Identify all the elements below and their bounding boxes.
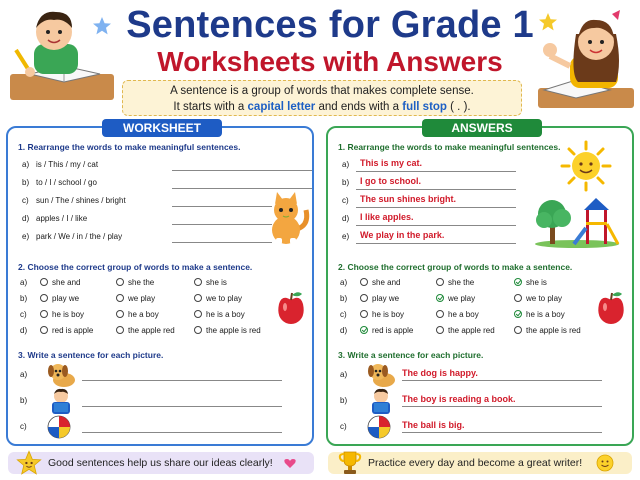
worksheet-badge: WORKSHEET: [102, 119, 222, 137]
park-icon: [534, 188, 620, 248]
intro-line-1: A sentence is a group of words that makes complete sense.: [170, 85, 474, 97]
jumbled-words: apples / I / like: [36, 214, 88, 223]
worksheet-panel: [6, 121, 314, 446]
beach-ball-icon: [366, 414, 392, 440]
answer-line[interactable]: [172, 188, 312, 189]
beach-ball-icon: [46, 414, 72, 440]
question-label: b): [340, 294, 348, 303]
page-title: Sentences for Grade 1: [126, 4, 534, 46]
answer-line[interactable]: [172, 224, 272, 225]
choice-option[interactable]: [116, 278, 154, 287]
cat-icon: [266, 190, 312, 246]
reading-boy-icon: [46, 388, 76, 416]
answer-line[interactable]: [82, 380, 282, 381]
radio-circle: [360, 310, 368, 318]
answer-text: We play in the park.: [360, 230, 445, 240]
check-circle-icon: [514, 310, 522, 318]
picture-row: [20, 388, 310, 414]
jumbled-words: is / This / my / cat: [36, 160, 99, 169]
answer-line: [356, 207, 516, 208]
header: [0, 0, 640, 122]
section-2-heading: 2. Choose the correct group of words to make a sentence.: [18, 262, 253, 272]
capital-letter-highlight: capital letter: [247, 101, 316, 113]
choice-row: [340, 294, 620, 308]
question-label: d): [340, 326, 348, 335]
picture-row: [340, 414, 630, 440]
answer-text: I like apples.: [360, 212, 414, 222]
answer-line[interactable]: [172, 242, 272, 243]
smiley-icon: [596, 454, 614, 472]
option-label: the apple is red: [526, 326, 581, 335]
answer-text: The ball is big.: [402, 420, 465, 430]
dog-icon: [46, 362, 80, 388]
choice-option[interactable]: [40, 294, 79, 303]
check-circle-icon: [436, 294, 444, 302]
choice-option[interactable]: [116, 310, 159, 319]
option-label: he a boy: [448, 310, 479, 319]
answer-line: [402, 432, 602, 433]
radio-circle: [360, 294, 368, 302]
radio-circle[interactable]: [40, 294, 48, 302]
choice-option: [360, 310, 404, 319]
option-label: she and: [372, 278, 401, 287]
question-label: a): [340, 278, 348, 287]
jumbled-words: sun / The / shines / bright: [36, 196, 126, 205]
choice-option: [514, 278, 547, 287]
section-2-heading: 2. Choose the correct group of words to make a sentence.: [338, 262, 573, 272]
radio-circle: [360, 278, 368, 286]
answer-line[interactable]: [172, 170, 312, 171]
radio-circle[interactable]: [194, 310, 202, 318]
choice-row: [340, 310, 620, 324]
choice-row: [340, 278, 620, 292]
jumbled-words: park / We / in / the / play: [36, 232, 123, 241]
check-circle-icon: [360, 326, 368, 334]
radio-circle[interactable]: [116, 326, 124, 334]
choice-option: [436, 294, 475, 303]
choice-row: [20, 310, 300, 324]
picture-row: [20, 362, 310, 388]
choice-option[interactable]: [194, 326, 261, 335]
question-label: e): [22, 232, 30, 241]
choice-option[interactable]: [194, 294, 242, 303]
answer-line[interactable]: [172, 206, 272, 207]
radio-circle: [436, 278, 444, 286]
radio-circle[interactable]: [40, 326, 48, 334]
question-label: d): [342, 214, 350, 223]
option-label: the apple red: [448, 326, 495, 335]
answer-text: This is my cat.: [360, 158, 423, 168]
radio-circle[interactable]: [40, 310, 48, 318]
choice-option[interactable]: [194, 310, 245, 319]
choice-option: [514, 326, 581, 335]
check-circle-icon: [514, 278, 522, 286]
picture-row: [340, 362, 630, 388]
option-label: he is boy: [52, 310, 85, 319]
intro-box: [122, 80, 522, 116]
footer-right: [328, 452, 632, 474]
footer-left-text: Good sentences help us share our ideas clearly!: [48, 457, 273, 469]
radio-circle[interactable]: [194, 278, 202, 286]
question-row: [22, 160, 312, 174]
question-label: c): [342, 196, 349, 205]
radio-circle: [514, 326, 522, 334]
star-icon: [92, 16, 112, 36]
option-label: red is apple: [52, 326, 94, 335]
sun-icon: [560, 140, 612, 192]
option-label: the apple red: [128, 326, 175, 335]
trophy-icon: [338, 450, 362, 476]
option-label: play we: [372, 294, 400, 303]
reading-boy-icon: [366, 388, 396, 416]
choice-option: [360, 294, 399, 303]
radio-circle[interactable]: [40, 278, 48, 286]
radio-circle[interactable]: [116, 294, 124, 302]
full-stop-highlight: full stop: [402, 101, 447, 113]
choice-row: [20, 278, 300, 292]
radio-circle[interactable]: [194, 294, 202, 302]
section-3-heading: 3. Write a sentence for each picture.: [338, 350, 484, 360]
answer-line: [356, 225, 516, 226]
question-label: b): [20, 396, 28, 405]
picture-row: [20, 414, 310, 440]
page-subtitle: Worksheets with Answers: [157, 46, 503, 77]
answer-line: [402, 380, 602, 381]
dog-icon: [366, 362, 400, 388]
question-label: c): [340, 310, 347, 319]
apple-icon: [596, 290, 626, 326]
choice-option[interactable]: [116, 326, 175, 335]
answer-line: [356, 243, 516, 244]
option-label: play we: [52, 294, 80, 303]
option-label: he a boy: [128, 310, 159, 319]
option-label: we to play: [526, 294, 563, 303]
choice-row: [20, 326, 300, 340]
question-label: a): [20, 370, 28, 379]
choice-option[interactable]: [194, 278, 227, 287]
question-label: a): [22, 160, 30, 169]
option-label: we play: [448, 294, 476, 303]
answer-line[interactable]: [82, 432, 282, 433]
answer-text: The boy is reading a book.: [402, 394, 516, 404]
question-label: c): [20, 422, 27, 431]
question-label: a): [340, 370, 348, 379]
answer-text: The dog is happy.: [402, 368, 478, 378]
option-label: she is: [526, 278, 547, 287]
option-label: he is boy: [372, 310, 405, 319]
section-3-heading: 3. Write a sentence for each picture.: [18, 350, 164, 360]
question-label: a): [342, 160, 350, 169]
question-label: c): [20, 310, 27, 319]
intro-text: ( . ).: [446, 101, 471, 113]
girl-reading-icon: [530, 4, 638, 112]
radio-circle[interactable]: [194, 326, 202, 334]
choice-option: [360, 278, 400, 287]
question-label: b): [340, 396, 348, 405]
radio-circle[interactable]: [116, 310, 124, 318]
radio-circle: [514, 294, 522, 302]
choice-option: [436, 278, 474, 287]
choice-option[interactable]: [40, 278, 80, 287]
intro-line-2: [123, 99, 521, 115]
option-label: she and: [52, 278, 81, 287]
option-label: he is a boy: [526, 310, 565, 319]
radio-circle: [436, 326, 444, 334]
answers-panel: [326, 121, 634, 446]
jumbled-words: to / I / school / go: [36, 178, 97, 187]
question-label: d): [20, 326, 28, 335]
question-label: c): [340, 422, 347, 431]
answer-text: The sun shines bright.: [360, 194, 457, 204]
choice-option: [436, 326, 495, 335]
question-label: b): [22, 178, 30, 187]
question-label: e): [342, 232, 350, 241]
choice-option: [514, 294, 562, 303]
choice-option[interactable]: [116, 294, 155, 303]
choice-option: [360, 326, 413, 335]
intro-text: It starts with a: [173, 101, 248, 113]
answer-line: [356, 171, 516, 172]
option-label: we play: [128, 294, 156, 303]
picture-row: [340, 388, 630, 414]
option-label: she is: [206, 278, 227, 287]
option-label: the apple is red: [206, 326, 261, 335]
answer-line[interactable]: [82, 406, 282, 407]
section-1-heading: 1. Rearrange the words to make meaningful sentences.: [338, 142, 561, 152]
option-label: she the: [448, 278, 475, 287]
question-label: d): [22, 214, 30, 223]
choice-row: [20, 294, 300, 308]
question-label: a): [20, 278, 28, 287]
option-label: she the: [128, 278, 155, 287]
answer-text: I go to school.: [360, 176, 421, 186]
choice-option[interactable]: [40, 326, 93, 335]
question-label: b): [342, 178, 350, 187]
choice-option[interactable]: [40, 310, 84, 319]
radio-circle: [436, 310, 444, 318]
star-icon: [16, 450, 42, 476]
section-1-heading: 1. Rearrange the words to make meaningful sentences.: [18, 142, 241, 152]
option-label: he is a boy: [206, 310, 245, 319]
radio-circle[interactable]: [116, 278, 124, 286]
option-label: we to play: [206, 294, 243, 303]
choice-row: [340, 326, 620, 340]
apple-icon: [276, 290, 306, 326]
choice-option: [436, 310, 479, 319]
option-label: red is apple: [372, 326, 414, 335]
heart-icon: [284, 458, 296, 469]
footer-left: [8, 452, 314, 474]
intro-text: and ends with a: [315, 101, 403, 113]
answer-line: [402, 406, 602, 407]
answers-badge: ANSWERS: [422, 119, 542, 137]
answer-line: [356, 189, 516, 190]
footer-right-text: Practice every day and become a great writer!: [368, 457, 583, 469]
question-label: c): [22, 196, 29, 205]
choice-option: [514, 310, 565, 319]
question-label: b): [20, 294, 28, 303]
